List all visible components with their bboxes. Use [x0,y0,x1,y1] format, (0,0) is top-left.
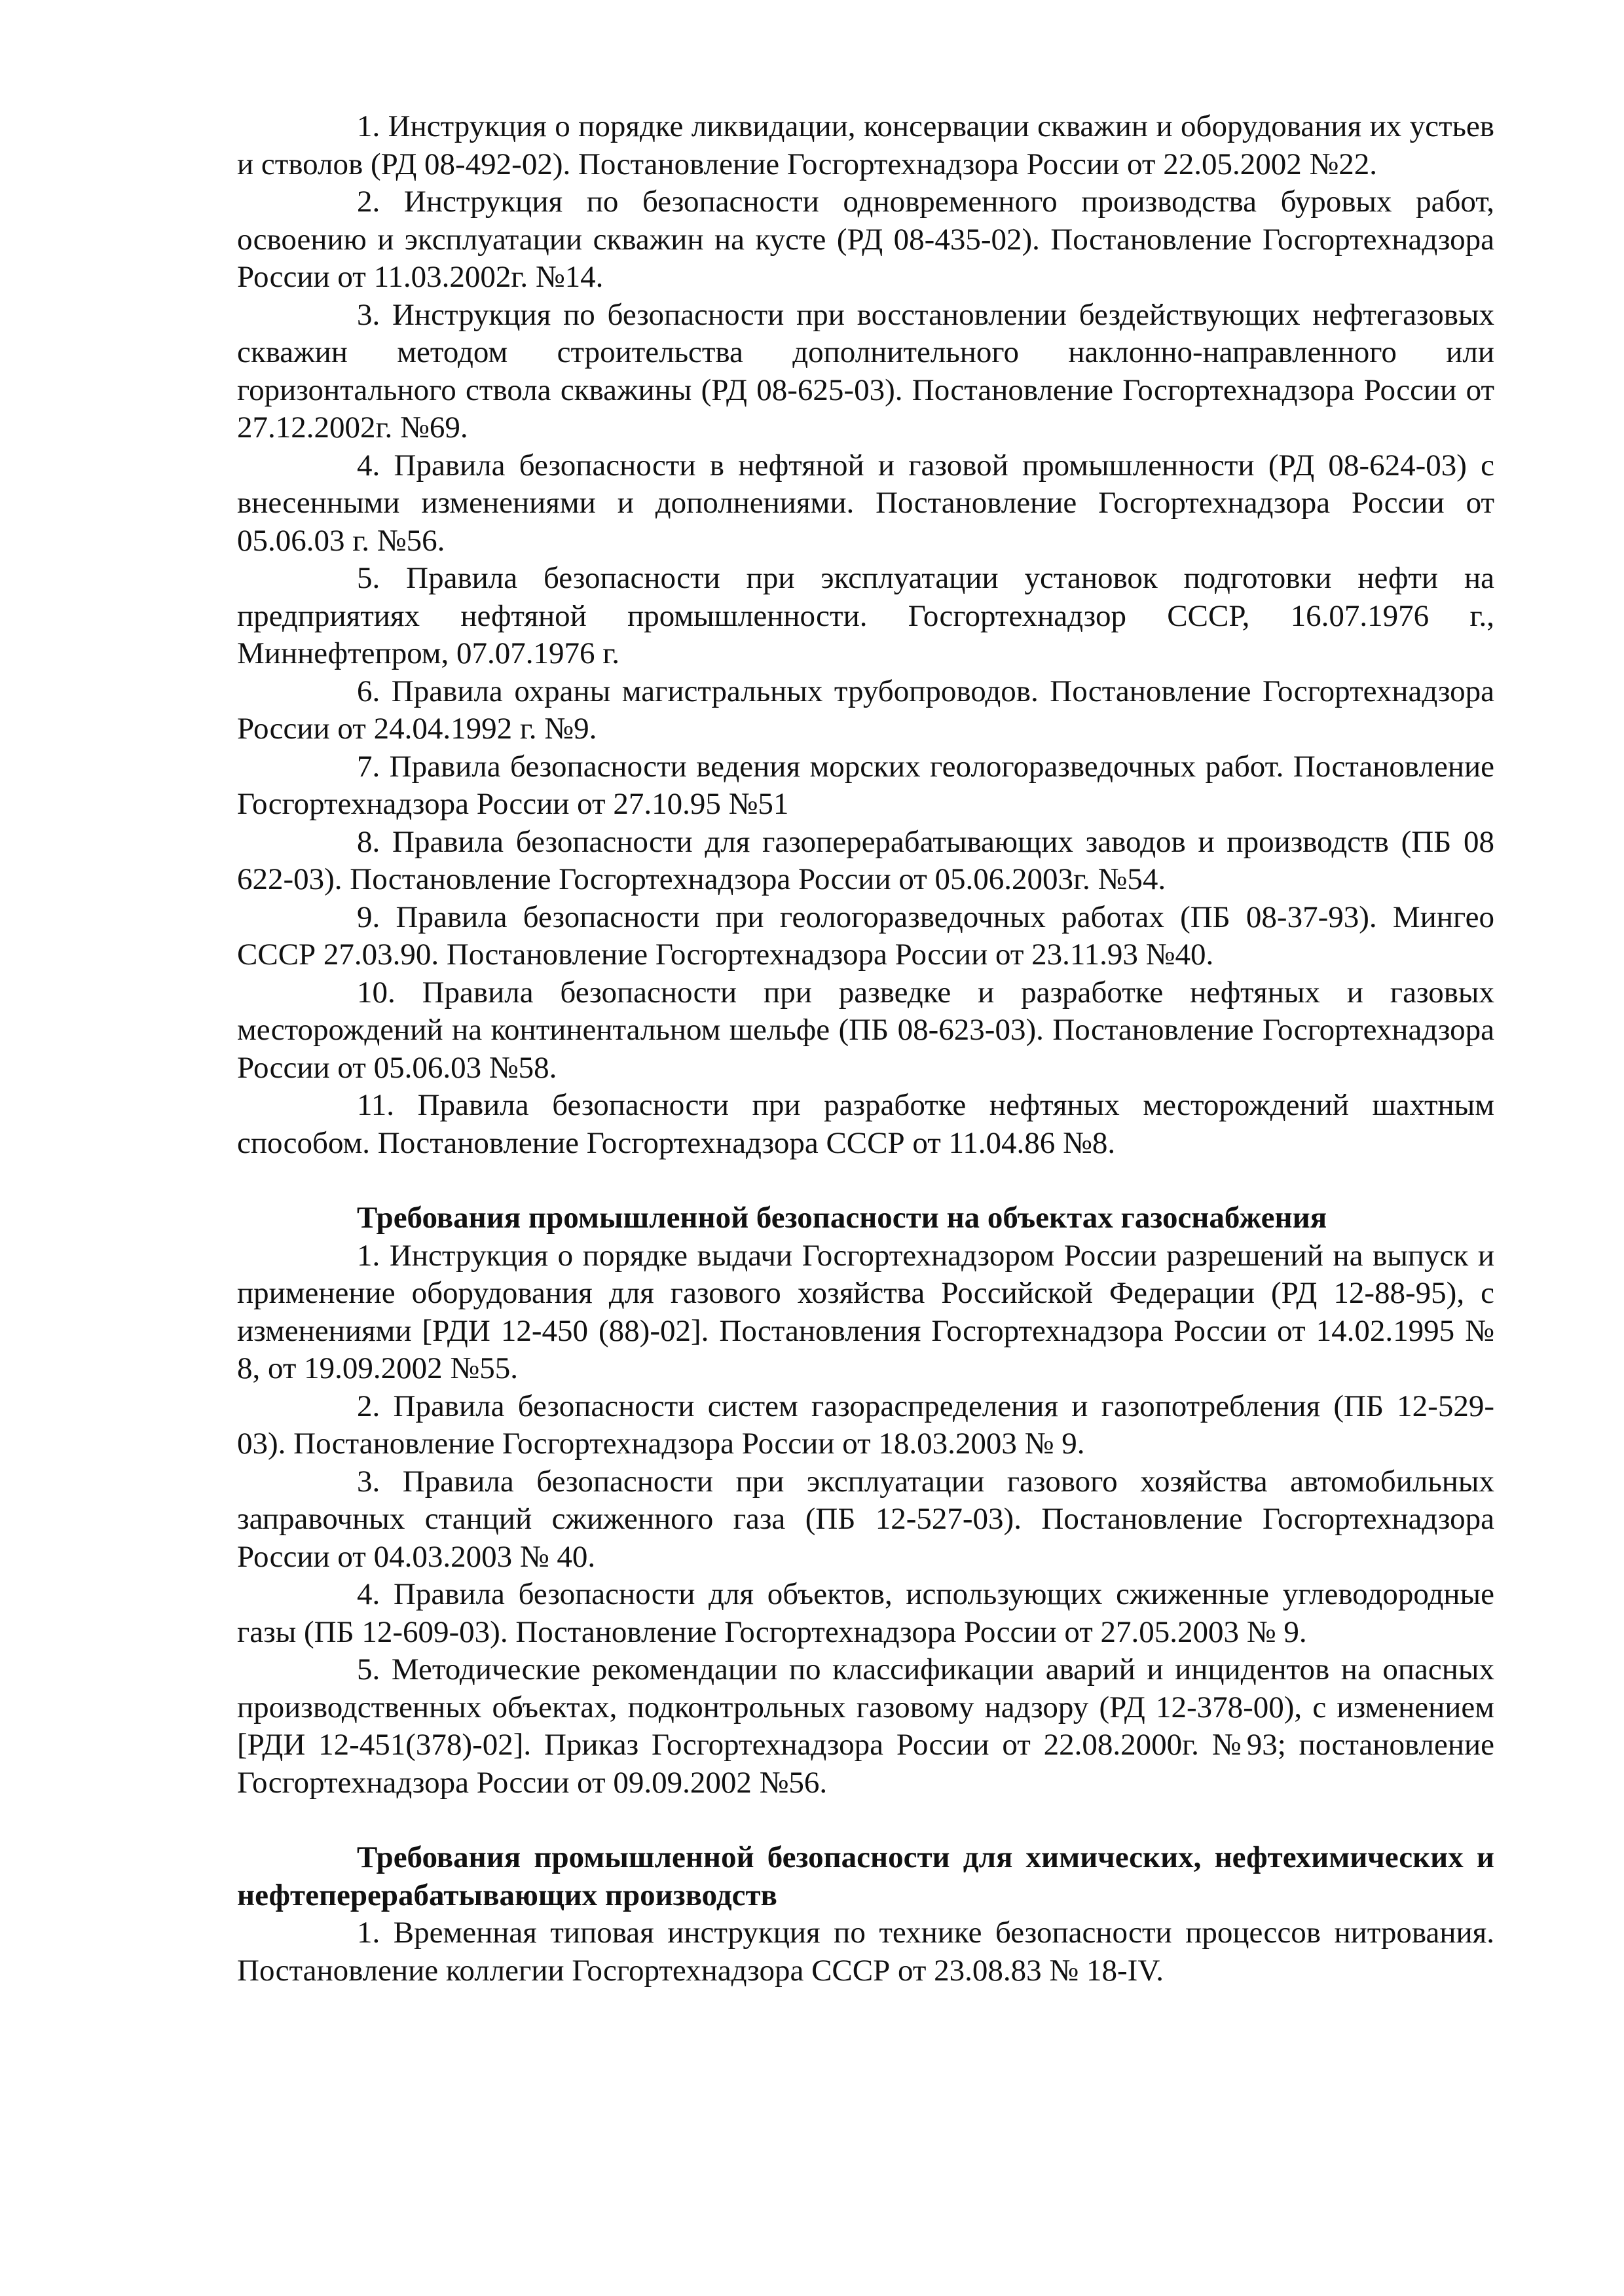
section-chemical [237,1839,1494,1990]
list-item: 4. Правила безопасности в нефтяной и газовой промышленности (РД 08-624-03) с внесенными изменениями и дополнениями. Постановление Госгортехнадзора России от 05.06.03 г. №56. [237,448,1494,558]
list-item: 2. Инструкция по безопасности одновременного производства буровых работ, освоению и эксплуатации скважин на кусте (РД 08-435-02). Постановление Госгортехнадзора России от 11.03.2002г. №14. [237,185,1494,294]
list-item: 6. Правила охраны магистральных трубопроводов. Постановление Госгортехнадзора России от 24.04.1992 г. №9. [237,674,1494,746]
section-oil-gas [237,108,1494,1162]
list-item: 11. Правила безопасности при разработке нефтяных месторождений шахтным способом. Постановление Госгортехнадзора СССР от 11.04.86 №8. [237,1088,1494,1160]
list-item: 7. Правила безопасности ведения морских геологоразведочных работ. Постановление Госгортехнадзора России от 27.10.95 №51 [237,749,1494,821]
section-gas-supply [237,1199,1494,1802]
list-item: 3. Правила безопасности при эксплуатации газового хозяйства автомобильных заправочных станций сжиженного газа (ПБ 12-527-03). Постановление Госгортехнадзора России от 04.03.2003 № 40. [237,1464,1494,1574]
list-item: 3. Инструкция по безопасности при восстановлении бездействующих нефтегазовых скважин методом строительства дополнительного наклонно-направленного или горизонтального ствола скважины (РД 08-625-03). Постановление Госгортехнадзора России от 27.12.2002г. №69. [237,297,1494,445]
list-item: 5. Правила безопасности при эксплуатации установок подготовки нефти на предприятиях нефтяной промышленности. Госгортехнадзор СССР, 16.07.1976 г., Миннефтепром, 07.07.1976 г. [237,561,1494,670]
section-spacer [237,1162,1494,1199]
section-heading: Требования промышленной безопасности для химических, нефтехимических и нефтеперерабатывающих производств [237,1840,1494,1912]
list-item: 1. Инструкция о порядке ликвидации, консервации скважин и оборудования их устьев и стволов (РД 08-492-02). Постановление Госгортехнадзора России от 22.05.2002 №22. [237,109,1494,181]
section-spacer [237,1802,1494,1839]
list-item: 9. Правила безопасности при геологоразведочных работах (ПБ 08-37-93). Мингео СССР 27.03.90. Постановление Госгортехнадзора России от 23.11.93 №40. [237,900,1494,972]
list-item: 8. Правила безопасности для газоперерабатывающих заводов и производств (ПБ 08 622-03). Постановление Госгортехнадзора России от 05.06.2003г. №54. [237,824,1494,896]
list-item: 5. Методические рекомендации по классификации аварий и инцидентов на опасных производственных объектах, подконтрольных газовому надзору (РД 12-378-00), с изменением [РДИ 12-451(378)-02]. Приказ Госгортехнадзора России от 22.08.2000г. №93; постановление Госгортехнадзора России от 09.09.2002 №56. [237,1652,1494,1800]
list-item: 2. Правила безопасности систем газораспределения и газопотребления (ПБ 12-529-03). Постановление Госгортехнадзора России от 18.03.2003 № 9. [237,1389,1494,1461]
list-item: 10. Правила безопасности при разведке и разработке нефтяных и газовых месторождений на континентальном шельфе (ПБ 08-623-03). Постановление Госгортехнадзора России от 05.06.03 №58. [237,975,1494,1085]
list-item: 4. Правила безопасности для объектов, использующих сжиженные углеводородные газы (ПБ 12-609-03). Постановление Госгортехнадзора России от 27.05.2003 № 9. [237,1577,1494,1649]
section-heading: Требования промышленной безопасности на объектах газоснабжения [357,1201,1327,1235]
document-body [237,108,1494,1990]
list-item: 1. Временная типовая инструкция по технике безопасности процессов нитрования. Постановление коллегии Госгортехнадзора СССР от 23.08.83 № 18-IV. [237,1916,1494,1988]
list-item: 1. Инструкция о порядке выдачи Госгортехнадзором России разрешений на выпуск и применение оборудования для газового хозяйства Российской Федерации (РД 12-88-95), с изменениями [РДИ 12-450 (88)-02]. Постановления Госгортехнадзора России от 14.02.1995 № 8, от 19.09.2002 №55. [237,1238,1494,1385]
